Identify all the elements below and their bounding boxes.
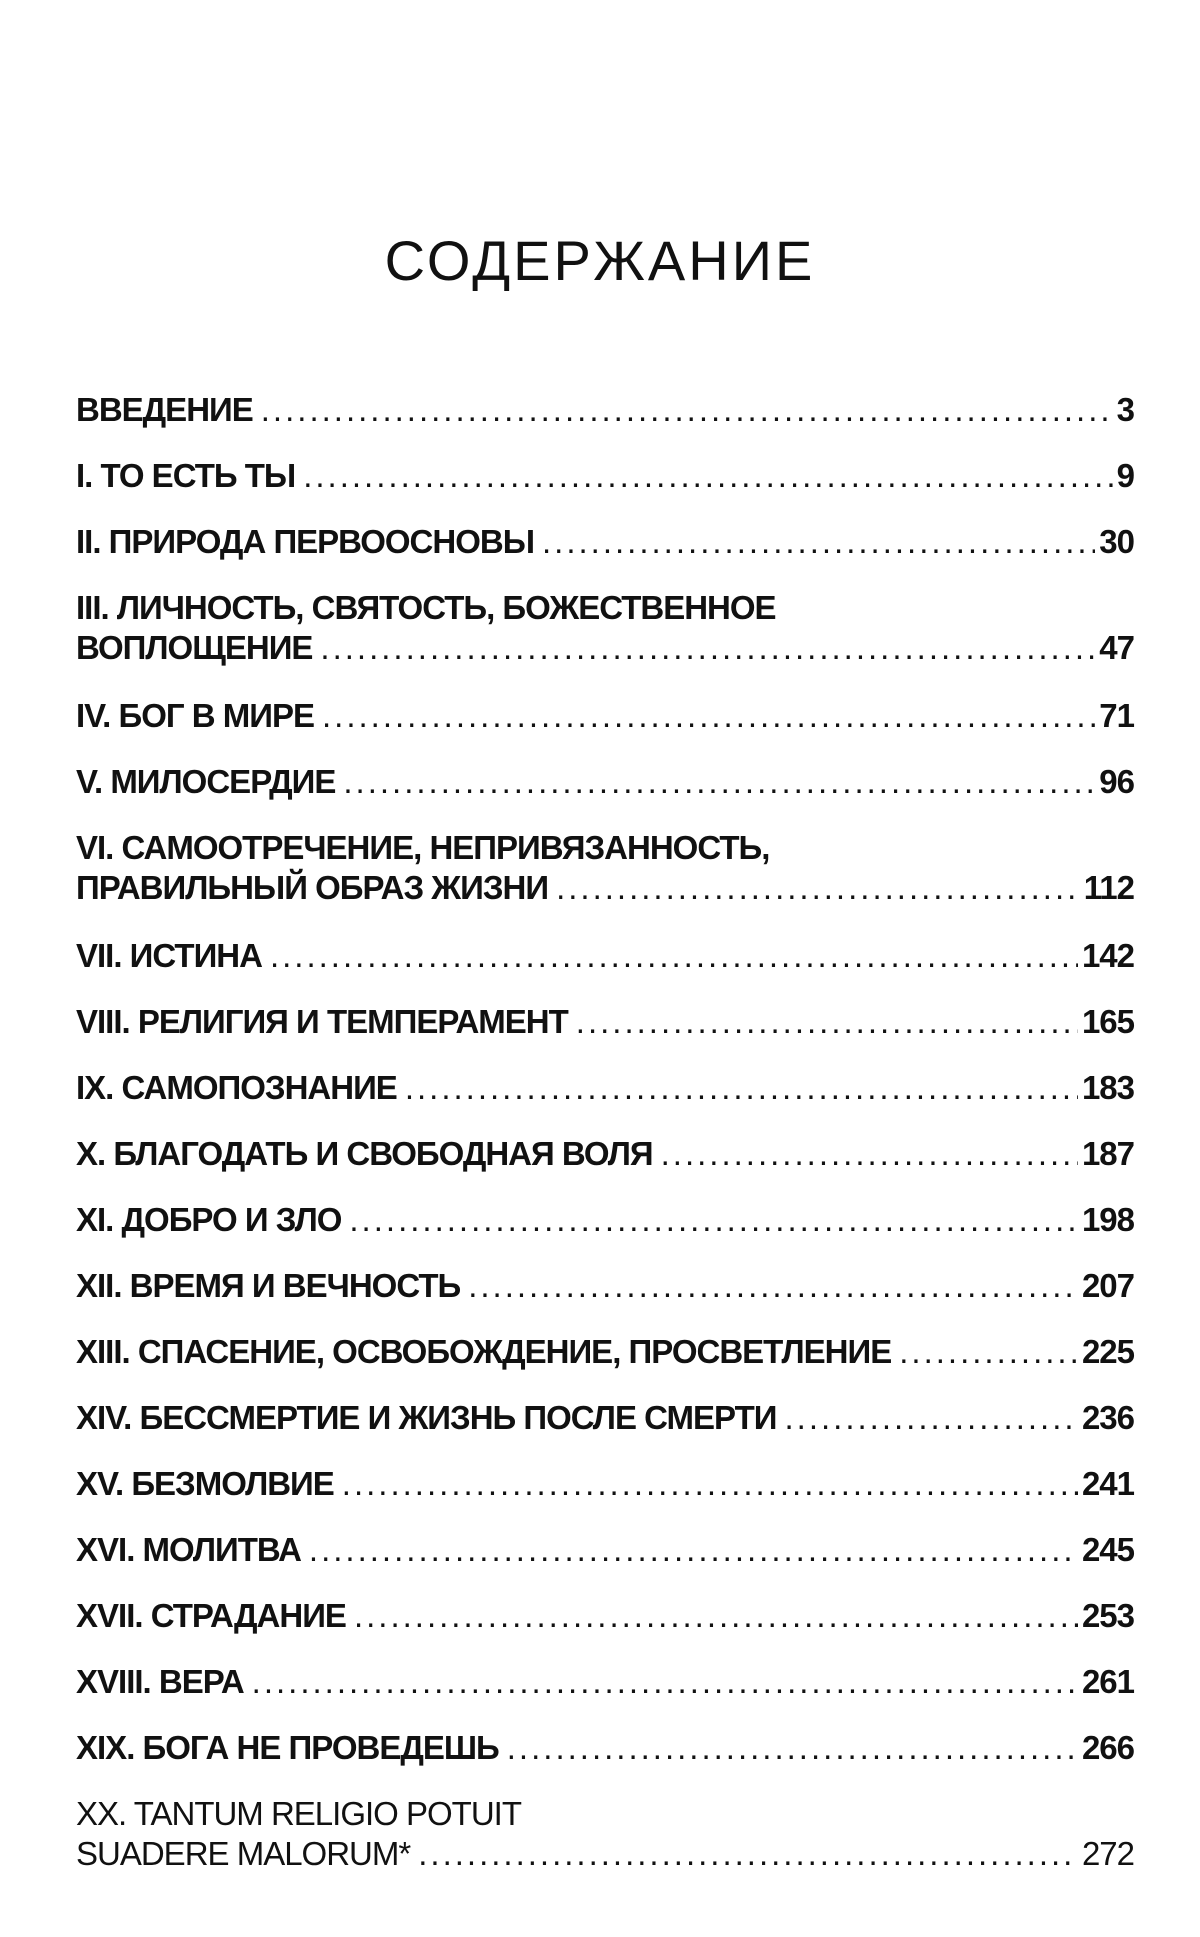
toc-entry-page: 9 [1116, 457, 1134, 494]
toc-entry-title-line1: VI. САМООТРЕЧЕНИЕ, НЕПРИВЯЗАННОСТЬ, [76, 829, 770, 866]
toc-entry-page: 272 [1081, 1835, 1134, 1872]
dot-leader [343, 762, 1095, 802]
toc-entry [76, 1728, 1134, 1768]
toc-entry-title: ВОПЛОЩЕНИЕ [76, 629, 313, 666]
toc-entry-title: ПРАВИЛЬНЫЙ ОБРАЗ ЖИЗНИ [76, 869, 549, 906]
toc-entry-title: XVIII. ВЕРА [76, 1663, 244, 1700]
toc-entry-title: XIX. БОГА НЕ ПРОВЕДЕШЬ [76, 1729, 499, 1766]
toc-entry-title: SUADERE MALORUM* [76, 1835, 411, 1872]
toc-entry-title: XVII. СТРАДАНИЕ [76, 1597, 346, 1634]
toc-entry [76, 456, 1134, 496]
toc-entry [76, 1002, 1134, 1042]
toc-entry-page: 198 [1081, 1201, 1134, 1238]
dot-leader [468, 1266, 1078, 1306]
toc-entry [76, 1134, 1134, 1174]
toc-entry-page: 261 [1081, 1663, 1134, 1700]
dot-leader [405, 1068, 1078, 1108]
toc-entry-page: 142 [1081, 937, 1134, 974]
toc-entry-title: XVI. МОЛИТВА [76, 1531, 301, 1568]
toc-entry-page: 30 [1099, 523, 1134, 560]
toc-entry-title: X. БЛАГОДАТЬ И СВОБОДНАЯ ВОЛЯ [76, 1135, 653, 1172]
toc-entry-title: ВВЕДЕНИЕ [76, 391, 253, 428]
toc-entry-title: II. ПРИРОДА ПЕРВООСНОВЫ [76, 523, 534, 560]
toc-entry-title: IV. БОГ В МИРЕ [76, 697, 314, 734]
page-title: СОДЕРЖАНИЕ [384, 229, 816, 292]
toc-entry-title: XIII. СПАСЕНИЕ, ОСВОБОЖДЕНИЕ, ПРОСВЕТЛЕНИЕ [76, 1333, 892, 1370]
toc-entry-page: 96 [1099, 763, 1134, 800]
toc-entry-title: XIV. БЕССМЕРТИЕ И ЖИЗНЬ ПОСЛЕ СМЕРТИ [76, 1399, 777, 1436]
toc-entry-title: XI. ДОБРО И ЗЛО [76, 1201, 342, 1238]
dot-leader [899, 1332, 1078, 1372]
toc-entry [76, 828, 1134, 908]
toc-entry [76, 1266, 1134, 1306]
dot-leader [270, 936, 1078, 976]
toc-entry-title: XV. БЕЗМОЛВИЕ [76, 1465, 334, 1502]
toc-entry [76, 1530, 1134, 1570]
dot-leader [342, 1464, 1078, 1504]
dot-leader [349, 1200, 1078, 1240]
dot-leader [556, 868, 1080, 908]
dot-leader [320, 628, 1095, 668]
toc-entry-page: 266 [1081, 1729, 1134, 1766]
toc-entry [76, 1200, 1134, 1240]
dot-leader [252, 1662, 1078, 1702]
toc-entry-page: 241 [1081, 1465, 1134, 1502]
toc-entry-title: VIII. РЕЛИГИЯ И ТЕМПЕРАМЕНТ [76, 1003, 568, 1040]
toc-entry-page: 47 [1099, 629, 1134, 666]
dot-leader [576, 1002, 1078, 1042]
toc-entry [76, 1662, 1134, 1702]
toc-entry-title: VII. ИСТИНА [76, 937, 262, 974]
toc-entry-page: 183 [1081, 1069, 1134, 1106]
toc-entry-page: 253 [1081, 1597, 1134, 1634]
dot-leader [661, 1134, 1078, 1174]
toc-entry-page: 165 [1081, 1003, 1134, 1040]
toc-entry-title-line1: XX. TANTUM RELIGIO POTUIT [76, 1795, 521, 1832]
toc-entry-page: 3 [1116, 391, 1134, 428]
toc-entry [76, 1794, 1134, 1874]
dot-leader [418, 1834, 1078, 1874]
dot-leader [303, 456, 1112, 496]
toc-entry [76, 588, 1134, 668]
dot-leader [785, 1398, 1078, 1438]
toc-entry [76, 1464, 1134, 1504]
toc-entry-title: V. МИЛОСЕРДИЕ [76, 763, 336, 800]
dot-leader [309, 1530, 1078, 1570]
toc-entry-title-line1: III. ЛИЧНОСТЬ, СВЯТОСТЬ, БОЖЕСТВЕННОЕ [76, 589, 776, 626]
toc-entry-title: I. ТО ЕСТЬ ТЫ [76, 457, 296, 494]
toc-entry [76, 1068, 1134, 1108]
dot-leader [261, 390, 1113, 430]
toc-entry [76, 390, 1134, 430]
toc-entry [76, 936, 1134, 976]
toc-entry-title: XII. ВРЕМЯ И ВЕЧНОСТЬ [76, 1267, 461, 1304]
toc-entry [76, 1332, 1134, 1372]
toc-entry [76, 522, 1134, 562]
toc-entry-title: IX. САМОПОЗНАНИЕ [76, 1069, 397, 1106]
toc-entry [76, 762, 1134, 802]
toc-entry-page: 207 [1081, 1267, 1134, 1304]
toc-entry-page: 71 [1099, 697, 1134, 734]
toc-entry-page: 245 [1081, 1531, 1134, 1568]
toc-entry-page: 187 [1081, 1135, 1134, 1172]
toc-entry [76, 1398, 1134, 1438]
toc-entry-page: 112 [1083, 869, 1134, 906]
toc-entry [76, 1596, 1134, 1636]
dot-leader [322, 696, 1095, 736]
dot-leader [542, 522, 1095, 562]
dot-leader [507, 1728, 1078, 1768]
toc-entry-page: 225 [1081, 1333, 1134, 1370]
dot-leader [354, 1596, 1078, 1636]
toc-entry-page: 236 [1081, 1399, 1134, 1436]
toc-entry [76, 696, 1134, 736]
